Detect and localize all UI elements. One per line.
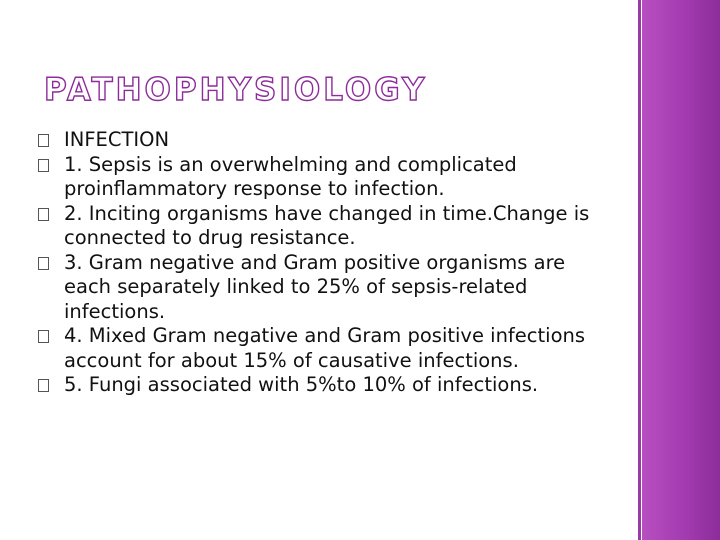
item-number: 1. (64, 152, 83, 176)
list-item (38, 202, 608, 251)
square-bullet-icon (38, 257, 49, 270)
item-text: Sepsis is an overwhelming and complicated proinflammatory response to infection. (64, 152, 517, 200)
side-divider (638, 0, 641, 540)
decorative-side-panel (642, 0, 720, 540)
item-number: 2. (64, 201, 83, 225)
list-item (38, 128, 608, 153)
item-text: INFECTION (64, 128, 170, 151)
item-text: Inciting organisms have changed in time.Change is connected to drug resistance. (64, 201, 590, 249)
item-number: 4. (64, 324, 83, 347)
list-item (38, 153, 608, 202)
slide-title: PATHOPHYSIOLOGY (44, 72, 428, 108)
square-bullet-icon (38, 379, 49, 392)
square-bullet-icon (38, 330, 49, 343)
item-number: 5. (64, 373, 83, 396)
list-item (38, 324, 608, 373)
list-item (38, 373, 608, 398)
square-bullet-icon (38, 134, 49, 147)
bullet-list (38, 128, 608, 398)
list-item (38, 251, 608, 325)
square-bullet-icon (38, 159, 49, 172)
item-text: Mixed Gram negative and Gram positive infections account for about 15% of causative infections. (64, 324, 586, 372)
item-text: Fungi associated with 5%to 10% of infections. (82, 373, 539, 396)
item-text: Gram negative and Gram positive organisms are each separately linked to 25% of sepsis-related infections. (64, 250, 566, 323)
item-number: 3. (64, 250, 83, 274)
square-bullet-icon (38, 208, 49, 221)
